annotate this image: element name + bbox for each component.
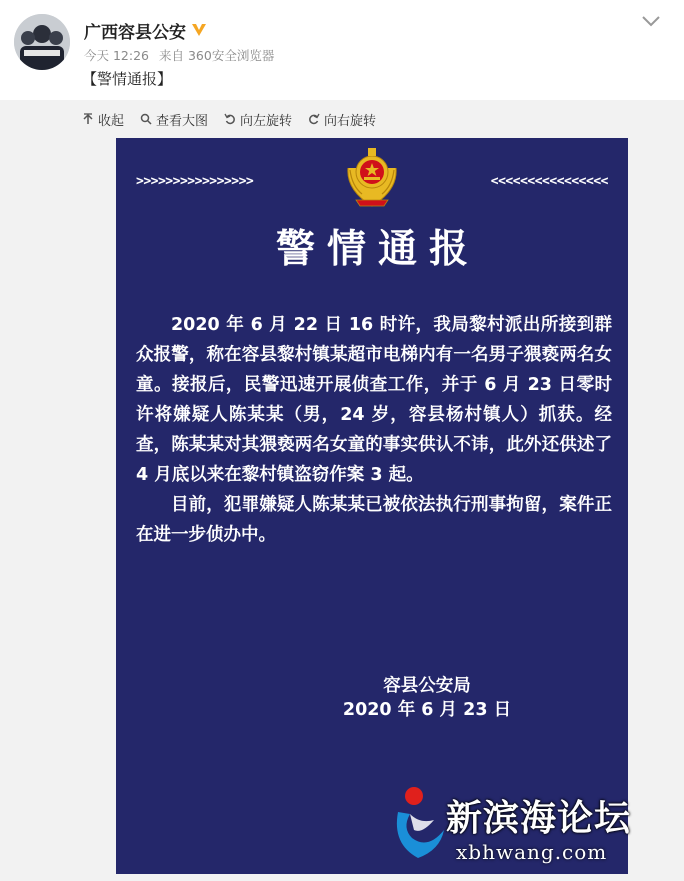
arrows-right: <<<<<<<<<<<<<<<<	[490, 174, 608, 189]
avatar[interactable]	[14, 14, 70, 70]
notice-paragraph-1: 2020 年 6 月 22 日 16 时许，我局黎村派出所接到群众报警，称在容县黎村镇某超市电梯内有一名男子猥亵两名女童。接报后，民警迅速开展侦查工作，并于 6 月 23 日零时许将嫌疑人陈某某（男，24 岁，容县杨村镇人）抓获。经查，陈某某对其猥亵两名女童的事实供认不讳，此外还供述了 4 月底以来在黎村镇盗窃作案 3 起。	[136, 315, 612, 485]
arrows-left: >>>>>>>>>>>>>>>>	[136, 174, 254, 189]
police-emblem-icon	[342, 146, 402, 210]
notice-issuer: 容县公安局	[383, 676, 471, 696]
notice-title: 警情通报	[275, 226, 480, 272]
view-large-button[interactable]	[140, 110, 208, 129]
rotate-left-button[interactable]	[224, 110, 292, 129]
rotate-left-label: 向左旋转	[240, 113, 293, 129]
collapse-button[interactable]	[82, 110, 124, 129]
notice-paragraph-2: 目前，犯罪嫌疑人陈某某已被依法执行刑事拘留，案件正在进一步侦办中。	[136, 495, 612, 545]
media-toolbar	[82, 108, 392, 130]
rotate-left-icon	[224, 113, 236, 125]
account-name[interactable]: 广西容县公安	[84, 23, 186, 43]
post-text: 【警情通报】	[82, 70, 173, 88]
notice-date: 2020 年 6 月 23 日	[342, 700, 512, 720]
watermark-url: xbhwang.com	[456, 840, 608, 864]
search-icon	[140, 113, 152, 125]
watermark-logo-icon	[388, 784, 448, 864]
chevron-down-icon[interactable]	[640, 14, 662, 28]
rotate-right-button[interactable]	[308, 110, 376, 129]
rotate-right-label: 向右旋转	[324, 113, 377, 129]
watermark	[380, 784, 680, 874]
post-header	[0, 0, 684, 100]
post-meta	[84, 46, 280, 64]
collapse-label: 收起	[98, 113, 125, 129]
notice-image[interactable]	[116, 138, 628, 874]
view-large-label: 查看大图	[156, 113, 209, 129]
notice-body	[136, 310, 612, 550]
verified-icon	[191, 21, 207, 37]
post-source: 来自 360安全浏览器	[158, 48, 275, 63]
notice-signature	[116, 674, 628, 722]
collapse-icon	[82, 113, 94, 125]
post-time[interactable]: 今天 12:26	[84, 48, 149, 63]
rotate-right-icon	[308, 113, 320, 125]
watermark-title: 新滨海论坛	[446, 798, 632, 839]
